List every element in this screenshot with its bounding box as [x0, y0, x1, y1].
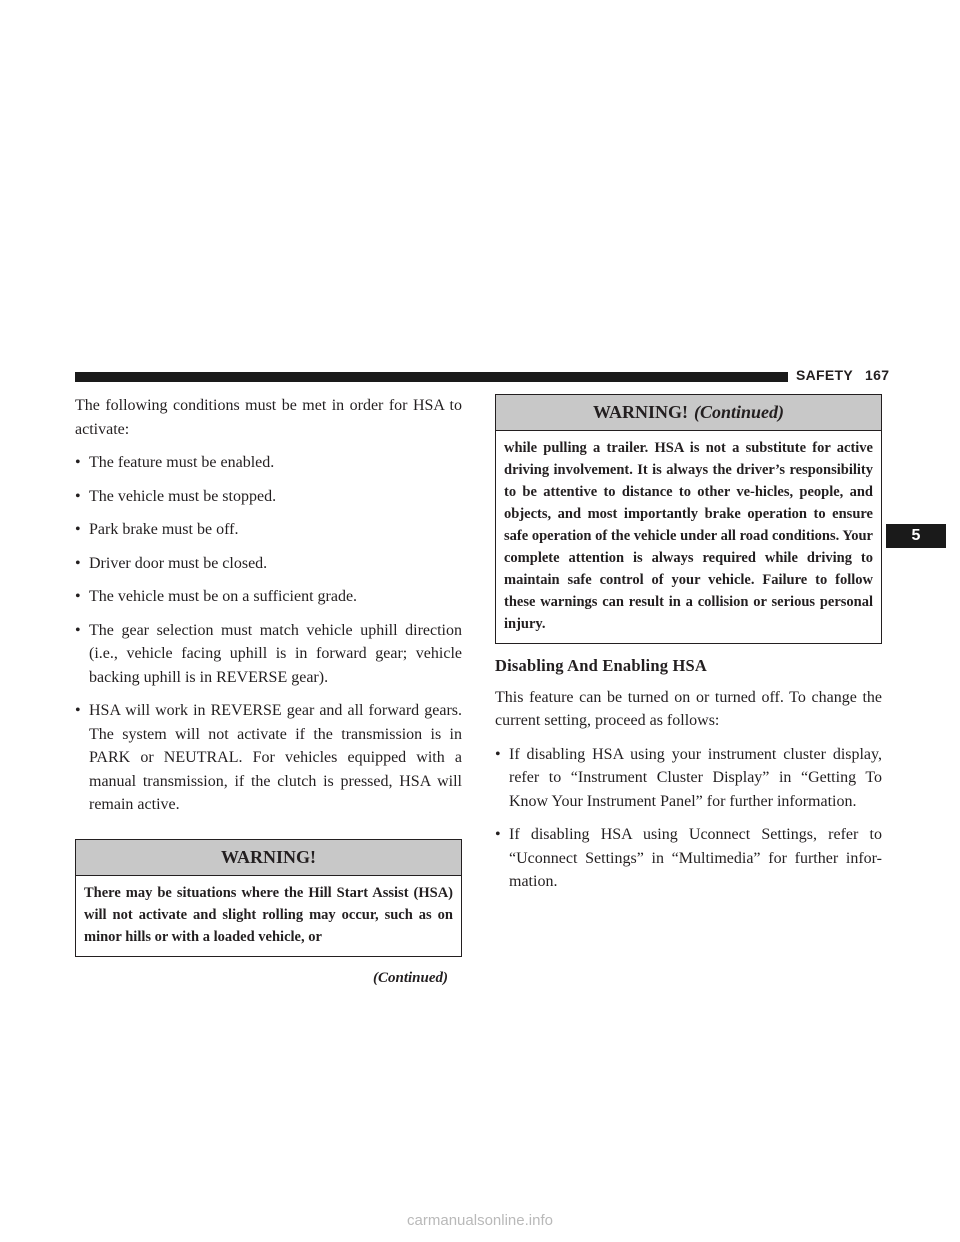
warning-header — [76, 840, 461, 876]
continued-note: (Continued) — [372, 969, 448, 986]
bullet-icon: • — [75, 521, 81, 538]
bullet-icon: • — [75, 554, 81, 572]
warning-header — [496, 395, 881, 431]
right-column — [495, 394, 882, 894]
warning-box-continued — [495, 394, 882, 644]
chapter-tab[interactable]: 5 — [886, 524, 946, 548]
bullet-icon: • — [75, 702, 81, 719]
warning-body: There may be situations where the Hill Start Assist (HSA) will not activate and slight rolling may occur, such as on minor hills or with a loaded vehicle, or — [84, 884, 453, 945]
list-item: • Driver door must be closed. — [75, 552, 462, 576]
steps-list — [495, 743, 882, 894]
list-item: • The vehicle must be on a sufficient grade. — [75, 585, 462, 609]
bullet-icon: • — [495, 826, 501, 843]
bullet-icon: • — [75, 454, 81, 471]
list-item: • The gear selection must match vehicle uphill direction (i.e., vehicle facing uphill is in forward gear; vehicle backing uphill is in REVERSE gear). — [75, 619, 462, 690]
conditions-list — [75, 451, 462, 817]
conditions-intro: The following conditions must be met in order for HSA to activate: — [75, 397, 462, 438]
list-item: • The feature must be enabled. — [75, 451, 462, 475]
bullet-icon: • — [75, 588, 81, 605]
list-item: • HSA will work in REVERSE gear and all forward gears. The system will not activate if the transmission is in PARK or NEUTRAL. For vehicles equipped with a manual transmission, if the clutch is pressed, HSA will remain active. — [75, 699, 462, 817]
left-column — [75, 394, 462, 990]
list-item: • If disabling HSA using your instrument cluster display, refer to “Instrument Cluster Display” in “Getting To Know Your Instrument Panel” for further information. — [495, 743, 882, 814]
page-number: 167 — [865, 367, 890, 383]
section-title: SAFETY — [796, 367, 854, 383]
warning-continued-label: (Continued) — [693, 402, 785, 422]
list-item: • The vehicle must be stopped. — [75, 485, 462, 509]
bullet-icon: • — [495, 745, 501, 763]
warning-title: WARNING! — [592, 402, 688, 422]
warning-body: while pulling a trailer. HSA is not a substitute for active driving involvement. It is always the driver’s responsibility to be attentive to distance to other ve-hicles, people, and objects, and most importantly brake operation to ensure safe operation of the vehicle under all road conditions. Your complete attention is always required while driving to maintain safe control of your vehicle. Failure to follow these warnings can result in a collision or serious personal injury. — [504, 440, 873, 632]
warning-box — [75, 839, 462, 957]
section-intro: This feature can be turned on or turned off. To change the current setting, proceed as follows: — [495, 688, 882, 729]
section-heading: Disabling And Enabling HSA — [495, 656, 708, 675]
warning-title: WARNING! — [220, 846, 316, 867]
list-item: • Park brake must be off. — [75, 518, 462, 542]
bullet-icon: • — [75, 487, 81, 505]
header-rule — [75, 372, 788, 382]
bullet-icon: • — [75, 621, 81, 639]
list-item: • If disabling HSA using Uconnect Settings, refer to “Uconnect Settings” in “Multimedia” for further infor-mation. — [495, 823, 882, 894]
watermark: carmanualsonline.info — [407, 1212, 553, 1229]
running-head — [796, 367, 889, 383]
